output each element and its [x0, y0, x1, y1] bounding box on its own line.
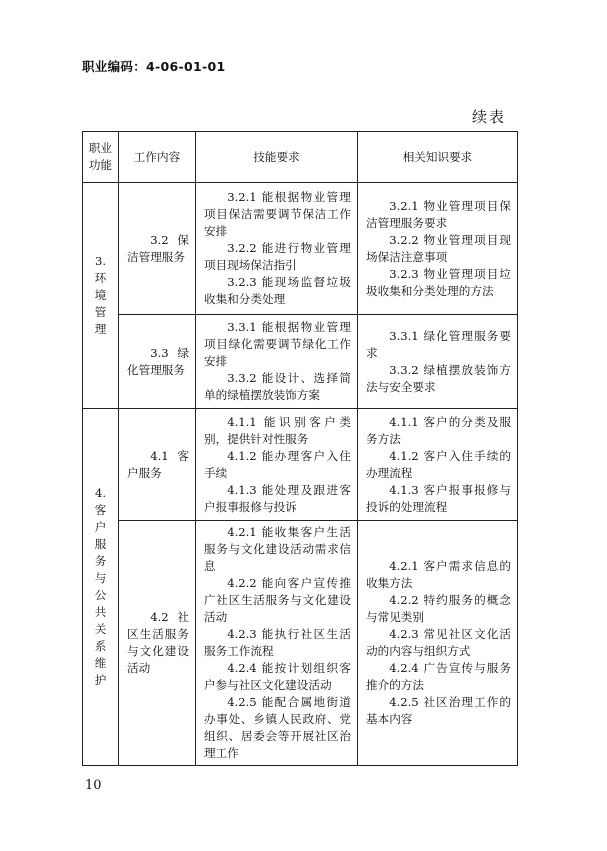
knowledge-item: 4.1.2 客户入住手续的办理流程	[366, 448, 511, 480]
work-content: 3.3 绿化管理服务	[127, 345, 189, 377]
table-row	[83, 409, 518, 521]
function-number: 3.	[94, 254, 107, 268]
table-row	[83, 183, 518, 315]
skill-item: 4.2.1 能收集客户生活服务与文化建设活动需求信息	[204, 525, 351, 573]
work-content-cell	[119, 409, 196, 521]
table-row	[83, 521, 518, 766]
knowledge-item: 3.3.2 绿植摆放装饰方法与安全要求	[366, 362, 511, 394]
knowledge-item: 3.3.1 绿化管理服务要求	[366, 328, 511, 360]
skill-item: 4.2.5 能配合属地街道办事处、乡镇人民政府、党组织、居委会等开展社区治理工作	[204, 695, 351, 760]
skill-item: 3.2.1 能根据物业管理项目保洁需要调节保洁工作安排	[204, 190, 351, 238]
header-knowledge: 相关知识要求	[358, 132, 518, 183]
header-skills: 技能要求	[196, 132, 358, 183]
header-function-line1: 职业	[88, 141, 113, 155]
header-function-line2: 功能	[88, 158, 113, 172]
function-cell	[83, 409, 119, 766]
knowledge-cell	[358, 183, 518, 315]
skills-table	[82, 131, 518, 766]
page-number: 10	[85, 778, 102, 793]
skill-item: 4.2.3 能执行社区生活服务工作流程	[204, 627, 351, 658]
function-name: 环 境 管 理	[94, 271, 107, 336]
function-cell	[83, 183, 119, 409]
knowledge-cell	[358, 409, 518, 521]
continued-label: 续表	[472, 108, 507, 126]
occupation-code: 职业编码：4-06-01-01	[82, 59, 226, 74]
table-header-row	[83, 132, 518, 183]
skill-item: 3.3.2 能设计、选择简单的绿植摆放装饰方案	[204, 371, 351, 402]
knowledge-item: 4.2.1 客户需求信息的收集方法	[366, 559, 511, 590]
skills-cell	[196, 409, 358, 521]
skill-item: 4.2.2 能向客户宣传推广社区生活服务与文化建设活动	[204, 576, 351, 624]
skill-item: 4.1.3 能处理及跟进客户报事报修与投诉	[204, 482, 351, 514]
table-row	[83, 315, 518, 409]
knowledge-item: 4.2.2 特约服务的概念与常见类别	[366, 593, 511, 624]
knowledge-item: 4.2.4 广告宣传与服务推介的方法	[366, 661, 511, 692]
header-function	[83, 132, 119, 183]
skill-item: 3.2.3 能现场监督垃圾收集和分类处理	[204, 275, 351, 306]
skill-item: 4.2.4 能按计划组织客户参与社区文化建设活动	[204, 661, 351, 692]
work-content: 4.2 社区生活服务与文化建设活动	[127, 610, 189, 675]
function-number: 4.	[94, 486, 107, 500]
work-content: 3.2 保洁管理服务	[127, 232, 189, 264]
skills-cell	[196, 315, 358, 409]
knowledge-item: 4.1.1 客户的分类及服务方法	[366, 414, 511, 446]
knowledge-cell	[358, 315, 518, 409]
knowledge-cell	[358, 521, 518, 766]
skills-cell	[196, 521, 358, 766]
work-content-cell	[119, 183, 196, 315]
skills-cell	[196, 183, 358, 315]
work-content-cell	[119, 521, 196, 766]
knowledge-item: 4.1.3 客户报事报修与投诉的处理流程	[366, 482, 511, 514]
skill-item: 4.1.1 能识别客户类别，提供针对性服务	[204, 414, 351, 446]
skill-item: 3.3.1 能根据物业管理项目绿化需要调节绿化工作安排	[204, 320, 351, 368]
function-name: 客 户 服 务 与 公 共 关 系 维 护	[94, 503, 107, 687]
skill-item: 4.1.2 能办理客户入住手续	[204, 448, 351, 480]
work-content-cell	[119, 315, 196, 409]
knowledge-item: 4.2.5 社区治理工作的基本内容	[366, 695, 511, 726]
knowledge-item: 3.2.2 物业管理项目现场保洁注意事项	[366, 232, 511, 264]
knowledge-item: 3.2.3 物业管理项目垃圾收集和分类处理的方法	[366, 266, 511, 298]
skill-item: 3.2.2 能进行物业管理项目现场保洁指引	[204, 241, 351, 272]
knowledge-item: 4.2.3 常见社区文化活动的内容与组织方式	[366, 627, 511, 658]
header-work: 工作内容	[119, 132, 196, 183]
knowledge-item: 3.2.1 物业管理项目保洁管理服务要求	[366, 198, 511, 230]
work-content: 4.1 客户服务	[127, 448, 189, 480]
